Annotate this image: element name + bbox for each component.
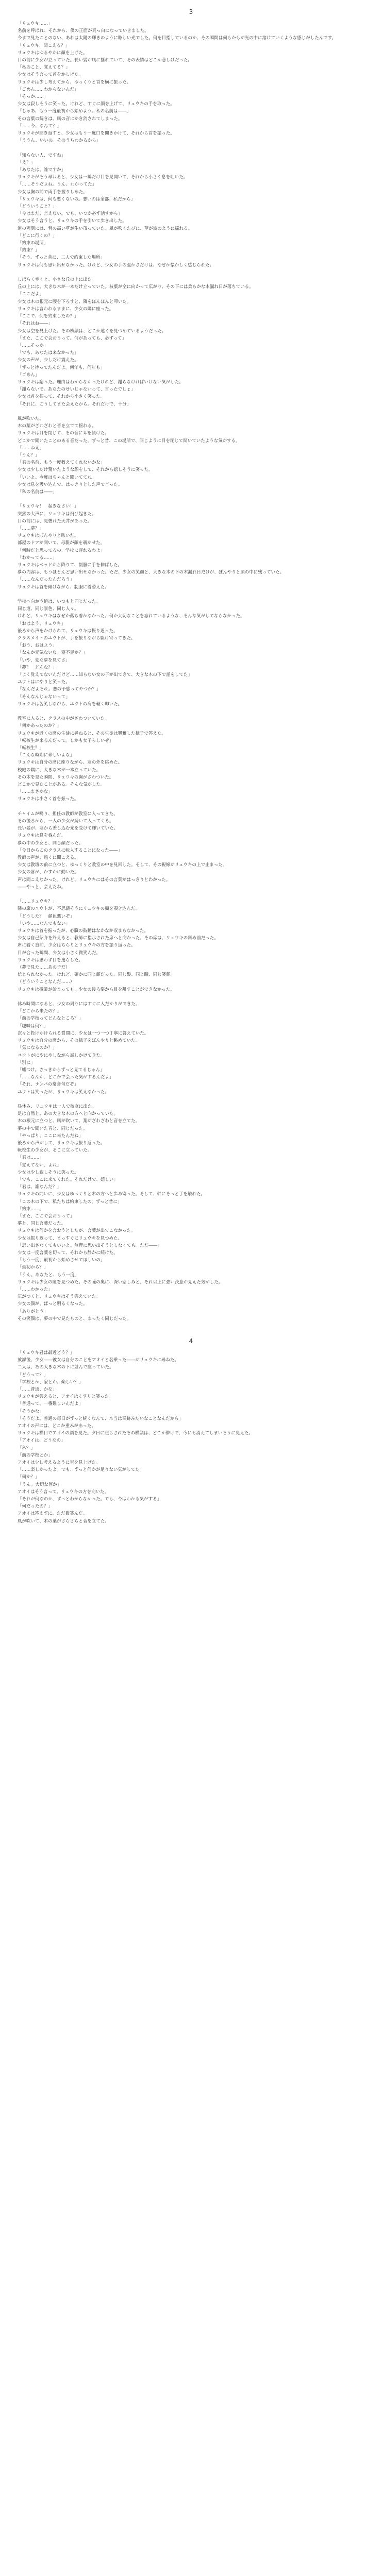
chapter-number: 4 bbox=[189, 1337, 193, 1345]
paragraph: 「どうって？」 bbox=[18, 1371, 48, 1377]
paragraph: 少女は少し寂しそうに笑った。 bbox=[18, 1169, 79, 1175]
paragraph: 目の前には、見慣れた天井があった。 bbox=[18, 518, 92, 523]
paragraph: その後ろから、一人の少女が続いて入ってくる。 bbox=[18, 818, 114, 824]
paragraph: 同じ道、同じ景色、同じ人々。 bbox=[18, 606, 79, 612]
paragraph: 「君は、誰なんだ？」 bbox=[18, 1184, 61, 1190]
paragraph: 少女は教壇の前に立つと、ゆっくりと教室の中を見回した。そして、その視線がリュウキの上で止まった。 bbox=[18, 862, 227, 868]
paragraph: 夢の中の少女と、同じ顔だった。 bbox=[18, 840, 84, 845]
chapter-body bbox=[18, 1349, 364, 1524]
paragraph: 「……なんか、どこかで会った気がするんだよ」 bbox=[18, 1074, 114, 1080]
paragraph: 「前の学校とか」 bbox=[18, 1452, 53, 1458]
paragraph: 少女の唇が、かすかに動いた。 bbox=[18, 869, 79, 875]
paragraph: （どういうことなんだ……） bbox=[18, 979, 75, 985]
paragraph: 「それ、ナンパの常套句だぞ」 bbox=[18, 1081, 79, 1087]
paragraph: チャイムが鳴り、担任の教師が教室に入ってきた。 bbox=[18, 810, 118, 816]
paragraph: 「こんな時期に珍しいよな」 bbox=[18, 752, 75, 758]
paragraph: アオイは少し考えるように空を見上げた。 bbox=[18, 1460, 101, 1465]
paragraph: 風が吹いて、木の葉がさらさらと音を立てた。 bbox=[18, 1518, 109, 1523]
paragraph: アオイは答えずに、ただ微笑んだ。 bbox=[18, 1511, 88, 1516]
paragraph: リュウキは言われるままに、少女の隣に座った。 bbox=[18, 306, 114, 311]
paragraph: 声は聞こえなかった。けれど、リュウキにはその言葉がはっきりとわかった。 bbox=[18, 876, 171, 882]
paragraph: 学校へ向かう道は、いつもと同じだった。 bbox=[18, 598, 101, 604]
paragraph: 信じられなかった。けれど、確かに同じ顔だった。同じ髪、同じ瞳、同じ笑顔。 bbox=[18, 972, 175, 977]
paragraph: 「……わかった」 bbox=[18, 1286, 53, 1292]
paragraph: 夢と、同じ言葉だった。 bbox=[18, 1221, 66, 1226]
paragraph: ――やっと、会えたね。 bbox=[18, 884, 66, 889]
paragraph: 少女は振り返って、まっすぐにリュウキを見つめた。 bbox=[18, 1235, 122, 1241]
paragraph: 「アオイは、どうなの」 bbox=[18, 1437, 65, 1443]
paragraph: 少女は一度言葉を切って、それから静かに続けた。 bbox=[18, 1249, 118, 1255]
paragraph: 「この木の下で、私たちは約束したの。ずっと昔に」 bbox=[18, 1198, 122, 1204]
paragraph: 「……夢？」 bbox=[18, 525, 44, 531]
paragraph: 「どういうこと？」 bbox=[18, 204, 57, 209]
paragraph: 少女は息を吸い込んで、はっきりとした声で言った。 bbox=[18, 481, 123, 487]
paragraph: 丘の上には、大きな木が一本だけ立っていた。枝葉が空に向かって広がり、その下には柔らかな木漏れ日が落ちている。 bbox=[18, 284, 254, 290]
paragraph: 「いや……なんでもない」 bbox=[18, 920, 70, 926]
paragraph: 少女はそう言うと、リュウキの手を引いて歩き出した。 bbox=[18, 218, 127, 224]
paragraph: 「どこに行くの？」 bbox=[18, 232, 57, 238]
paragraph: 「リュウキは、何も悪くないの。悪いのは全部、私だから」 bbox=[18, 196, 136, 201]
paragraph: 「いや、変な夢を見てさ」 bbox=[18, 657, 70, 663]
paragraph: 「あなたは、誰ですか」 bbox=[18, 167, 66, 173]
paragraph: リュウキは何も思い出せなかった。けれど、少女の手の温かさだけは、なぜか懐かしく感じられた。 bbox=[18, 262, 214, 267]
paragraph: 「君は……」 bbox=[18, 1155, 44, 1160]
paragraph: リュウキはゆるやかに顔を上げた。 bbox=[18, 49, 88, 55]
paragraph: リュウキは息を呑んだ。 bbox=[18, 833, 65, 838]
paragraph: （夢で見た……あの子だ） bbox=[18, 964, 70, 970]
paragraph bbox=[18, 495, 364, 502]
paragraph: 木の根元に立つと、風が吹いて、葉がざわざわと音を立てた。 bbox=[18, 1118, 140, 1124]
paragraph: 「リュウキ君は最近どう？」 bbox=[18, 1350, 74, 1355]
paragraph: リュウキは授業が始まっても、少女の後ろ姿から目を離すことができなかった。 bbox=[18, 986, 175, 992]
paragraph: 「うん。大切な何か」 bbox=[18, 1481, 62, 1487]
paragraph: 「気になるのか？」 bbox=[18, 1045, 57, 1050]
paragraph: リュウキは少し考えてから、ゆっくりと首を横に振った。 bbox=[18, 79, 131, 84]
paragraph bbox=[18, 707, 364, 715]
paragraph: 「わかってる……」 bbox=[18, 554, 57, 560]
paragraph: 「おはよう、リュウキ」 bbox=[18, 620, 65, 626]
paragraph: 「謝らないで。あなたのせいじゃないって、言ったでしょ」 bbox=[18, 386, 136, 392]
paragraph bbox=[18, 268, 364, 276]
paragraph: 少女はそう言って首をかしげた。 bbox=[18, 72, 84, 77]
paragraph: 少女は胸の前で両手を握りしめた。 bbox=[18, 189, 88, 194]
paragraph: 目の前に少女が立っていた。長い髪が風に揺れていて、その表情はどこか悲しげだった。 bbox=[18, 57, 192, 63]
chapter-3 bbox=[18, 8, 364, 1322]
paragraph: 転校生の少女が、そこに立っていた。 bbox=[18, 1147, 92, 1153]
paragraph: 「また、ここで会おうって」 bbox=[18, 1213, 75, 1218]
paragraph: 目が合った瞬間、少女は小さく微笑んだ。 bbox=[18, 950, 101, 955]
paragraph: 「約束の場所」 bbox=[18, 240, 48, 246]
paragraph: 「最初から？」 bbox=[18, 1264, 48, 1270]
paragraph: 道の両側には、背の高い草が生い茂っていた。風が吹くたびに、草が波のように揺れる。 bbox=[18, 225, 192, 231]
paragraph: 名前を呼ばれ、それから、僕の正面が真っ白になっていきました。 bbox=[18, 28, 149, 33]
paragraph: 後ろから声をかけられて、リュウキは振り返った。 bbox=[18, 628, 118, 633]
paragraph: リュウキはぼんやりと呟いた。 bbox=[18, 533, 79, 538]
paragraph: 部屋のドアが開いて、母親が顔を覗かせた。 bbox=[18, 540, 105, 546]
paragraph: 少女は木の根元に腰を下ろすと、隣をぽんぽんと叩いた。 bbox=[18, 298, 131, 304]
paragraph: 休み時間になると、少女の周りにはすぐに人だかりができた。 bbox=[18, 1001, 140, 1007]
paragraph: 「転校生が来るんだって。しかも女子らしいぜ」 bbox=[18, 737, 114, 743]
paragraph: 「思い出さなくてもいいよ。無理に思い出そうとしなくても。ただ――」 bbox=[18, 1242, 162, 1248]
paragraph: 「それに、こうしてまた会えたから。それだけで、十分」 bbox=[18, 401, 131, 406]
paragraph: 「何かあったのか？」 bbox=[18, 723, 61, 728]
paragraph: 「リュウキ、聞こえる？」 bbox=[18, 42, 70, 48]
paragraph: 「そっか……」 bbox=[18, 94, 48, 99]
paragraph: 少女は少しだけ驚いたような顔をして、それから嬉しそうに笑った。 bbox=[18, 467, 153, 472]
paragraph: リュウキがそう尋ねると、少女は一瞬だけ目を見開いて、それから小さく息を吐いた。 bbox=[18, 174, 188, 180]
paragraph: リュウキの問いに、少女はゆっくりと木の方へと歩み寄った。そして、幹にそっと手を触れた。 bbox=[18, 1191, 205, 1197]
paragraph: その言葉の続きは、風の音にかき消されてしまった。 bbox=[18, 115, 123, 121]
paragraph: 「嘘つけ。さっきからずっと見てるじゃん」 bbox=[18, 1066, 105, 1072]
paragraph: どこかで聞いたことのある音だった。ずっと昔、この場所で、同じように目を閉じて聞いていたような気がする。 bbox=[18, 437, 240, 443]
paragraph: 今まで見たことのない、あれは太陽の輝きのように眩しい光でした。何を目指しているのか、その瞬間は何もかもが光の中に溶けていくような感じがしたんです。 bbox=[18, 35, 336, 41]
paragraph: リュウキが答えると、アオイはくすりと笑った。 bbox=[18, 1394, 113, 1399]
paragraph: 「私の名前は――」 bbox=[18, 488, 57, 494]
paragraph: 「……なんだったんだろう」 bbox=[18, 577, 75, 582]
paragraph: リュウキは目を閉じて、その音に耳を傾けた。 bbox=[18, 430, 109, 436]
paragraph: 「どうした？ 顔色悪いぞ」 bbox=[18, 913, 75, 919]
paragraph: 木の葉がざわざわと音を立てて揺れる。 bbox=[18, 423, 96, 429]
paragraph: 「……そっか」 bbox=[18, 342, 48, 348]
paragraph: 「……そうだよね。うん、わかってた」 bbox=[18, 181, 97, 187]
paragraph: アオイの声には、どこか重みがあった。 bbox=[18, 1423, 96, 1429]
paragraph bbox=[18, 993, 364, 1000]
paragraph: 「転校生？」 bbox=[18, 745, 44, 751]
paragraph: 「……まさかな」 bbox=[18, 789, 53, 794]
paragraph: 少女は寂しそうに笑った。けれど、すぐに顔を上げて、リュウキの手を取った。 bbox=[18, 101, 175, 107]
paragraph: ユウトはにやりと笑った。 bbox=[18, 679, 70, 685]
paragraph: 「ここで、何を約束したの？」 bbox=[18, 313, 79, 319]
paragraph: 少女は自己紹介を終えると、教師に指示された席へと向かった。その席は、リュウキの斜め前だった。 bbox=[18, 935, 219, 941]
paragraph: 突然の大声に、リュウキは飛び起きた。 bbox=[18, 511, 96, 516]
paragraph bbox=[18, 590, 364, 598]
paragraph: ユウトは笑ったが、リュウキは笑えなかった。 bbox=[18, 1089, 109, 1094]
paragraph: しばらく歩くと、小さな丘の上に出た。 bbox=[18, 277, 96, 282]
paragraph: 「今日からこのクラスに転入することになった――」 bbox=[18, 847, 123, 853]
paragraph: 長い髪が、窓から差し込む光を受けて輝いていた。 bbox=[18, 825, 118, 831]
paragraph: 「ごめん……わからないんだ」 bbox=[18, 86, 79, 92]
paragraph: アオイはそう言って、リュウキの方を向いた。 bbox=[18, 1488, 109, 1494]
paragraph: 「前の学校ってどんなところ？」 bbox=[18, 1015, 84, 1021]
paragraph: 「それが何なのか、ずっとわからなかった。でも、今はわかる気がする」 bbox=[18, 1496, 162, 1502]
paragraph: 「そんなんじゃないって」 bbox=[18, 693, 70, 699]
paragraph: 「……楽しかったよ。でも、ずっと何かが足りない気がしてた」 bbox=[18, 1467, 144, 1472]
paragraph: 「学校とか、家とか。楽しい？」 bbox=[18, 1379, 84, 1384]
paragraph: 気がつくと、リュウキはそう答えていた。 bbox=[18, 1294, 101, 1299]
paragraph: クラスメイトのユウトが、手を振りながら駆け寄ってきた。 bbox=[18, 635, 136, 640]
paragraph: 「ずっと待ってたんだよ。何年も、何年も」 bbox=[18, 364, 105, 370]
paragraph: その木を見た瞬間、リュウキの胸がざわついた。 bbox=[18, 774, 114, 779]
paragraph: 夢の中で聞いた音と、同じだった。 bbox=[18, 1125, 88, 1131]
paragraph: リュウキは横目でアオイの顔を見た。夕日に照らされたその横顔は、どこか儚げで、今にも消えてしまいそうに見えた。 bbox=[18, 1430, 253, 1436]
paragraph: ユウトがにやにやしながら話しかけてきた。 bbox=[18, 1052, 105, 1058]
paragraph: 「よく覚えてないんだけど……知らない女の子が出てきて、大きな木の下で話をしてた」 bbox=[18, 672, 192, 677]
paragraph: 「リュウキ！ 起きなさい！」 bbox=[18, 503, 79, 509]
chapter-4 bbox=[18, 1337, 364, 1524]
paragraph: 教師の声が、遠くに聞こえる。 bbox=[18, 855, 79, 860]
paragraph: リュウキは自分の席に座りながら、窓の外を眺めた。 bbox=[18, 759, 123, 765]
paragraph: 「そうだよ。普通の毎日がずっと続くなんて、本当は奇跡みたいなことなんだから」 bbox=[18, 1415, 184, 1421]
paragraph: 少女の顔が、ぱっと明るくなった。 bbox=[18, 1301, 88, 1307]
paragraph: その笑顔は、夢の中で見たものと、まったく同じだった。 bbox=[18, 1315, 131, 1321]
paragraph: リュウキは思わず目を逸らした。 bbox=[18, 957, 83, 962]
paragraph: 「また、ここで会おうって。何があっても、必ずって」 bbox=[18, 335, 127, 341]
paragraph: 「ありがとう」 bbox=[18, 1308, 48, 1314]
paragraph: 「なんだよそれ。恋の予感ってやつか？」 bbox=[18, 686, 101, 692]
paragraph: 「そう。ずっと昔に、二人で約束した場所」 bbox=[18, 255, 105, 260]
paragraph: 「……ねえ」 bbox=[18, 445, 44, 450]
paragraph: 「え？」 bbox=[18, 159, 35, 165]
paragraph: 「覚えてない、よね」 bbox=[18, 1162, 61, 1167]
paragraph: 「約束……」 bbox=[18, 1206, 44, 1211]
paragraph: 隣の席のユウトが、不思議そうにリュウキの顔を覗き込んだ。 bbox=[18, 906, 140, 911]
paragraph: 「何時だと思ってるの。学校に遅れるわよ」 bbox=[18, 547, 105, 553]
paragraph: 「どこから来たの？」 bbox=[18, 1008, 61, 1014]
paragraph: 席に着く直前、少女はちらりとリュウキの方を振り返った。 bbox=[18, 942, 136, 948]
paragraph: 「何か？」 bbox=[18, 1474, 40, 1480]
paragraph: 「おう、おはよう」 bbox=[18, 642, 57, 648]
paragraph: リュウキは小さく首を振った。 bbox=[18, 796, 79, 802]
paragraph: 「私？」 bbox=[18, 1445, 35, 1450]
paragraph bbox=[18, 144, 364, 151]
chapter-body bbox=[18, 20, 364, 1322]
paragraph: 校庭の隅に、大きな木が一本立っていた。 bbox=[18, 767, 101, 772]
paragraph: 足は自然と、あの大きな木の方へと向かっていた。 bbox=[18, 1111, 118, 1116]
paragraph: 放課後、少女――彼女は自分のことをアオイと名乗った――がリュウキに尋ねた。 bbox=[18, 1357, 179, 1363]
paragraph bbox=[18, 408, 364, 415]
paragraph: 「何だったの？」 bbox=[18, 1503, 53, 1509]
paragraph: リュウキが聞き返すと、少女はもう一度口を開きかけて、それから首を振った。 bbox=[18, 130, 175, 136]
paragraph: 「……普通、かな」 bbox=[18, 1386, 57, 1392]
paragraph: リュウキが近くの席の生徒に尋ねると、その生徒は興奮した様子で答えた。 bbox=[18, 730, 166, 736]
paragraph: 「私のこと、覚えてる？」 bbox=[18, 64, 70, 70]
paragraph: リュウキは何かを言おうとしたが、言葉が出てこなかった。 bbox=[18, 1228, 136, 1233]
paragraph bbox=[18, 890, 364, 897]
paragraph: 「やっぱり、ここに来たんだね」 bbox=[18, 1132, 84, 1138]
chapter-number: 3 bbox=[189, 8, 193, 15]
paragraph: リュウキは自分の席から、その様子をぼんやりと眺めていた。 bbox=[18, 1038, 140, 1043]
paragraph: 「なんか元気ないな。寝不足か？」 bbox=[18, 650, 88, 655]
paragraph: 少女は首を振って、それから小さく笑った。 bbox=[18, 394, 105, 399]
paragraph: リュウキは少女の瞳を見つめた。その瞳の奥に、深い悲しみと、それ以上に強い決意が見えた気がした。 bbox=[18, 1279, 223, 1284]
paragraph: リュウキは苦笑しながら、ユウトの肩を軽く叩いた。 bbox=[18, 701, 123, 706]
paragraph: 風が吹いた。 bbox=[18, 415, 44, 421]
paragraph: 昼休み、リュウキは一人で校庭に出た。 bbox=[18, 1103, 96, 1109]
paragraph: 「でも、あなたは来なかった」 bbox=[18, 350, 79, 355]
paragraph: けれど、リュウキはなぜか落ち着かなかった。何か大切なことを忘れているような、そんな気がしてならなかった。 bbox=[18, 613, 245, 619]
paragraph: 「リュウキ……」 bbox=[18, 21, 53, 26]
paragraph: 夢の内容は、もうほとんど思い出せなかった。ただ、少女の笑顔と、大きな木の下の木漏れ日だけが、ぼんやりと頭の中に残っていた。 bbox=[18, 569, 284, 575]
paragraph: 次々と投げかけられる質問に、少女は一つ一つ丁寧に答えていた。 bbox=[18, 1030, 149, 1036]
paragraph: 「じゃあ、もう一度最初から始めよう。私の名前は――」 bbox=[18, 108, 131, 114]
paragraph: 「でも、ここに来てくれた。それだけで、嬉しい」 bbox=[18, 1176, 118, 1182]
paragraph: 「夢？ どんな？」 bbox=[18, 664, 57, 670]
paragraph: 「君の名前、もう一度教えてくれないかな」 bbox=[18, 460, 105, 465]
paragraph: 「今はまだ、言えない。でも、いつか必ず話すから」 bbox=[18, 211, 123, 216]
paragraph: リュウキは首を振ったが、心臓の鼓動はなかなか収まらなかった。 bbox=[18, 928, 148, 934]
paragraph: 「知らない人、ですね」 bbox=[18, 152, 66, 158]
paragraph: 「うん。あなたと、もう一度」 bbox=[18, 1272, 79, 1277]
paragraph: 少女の声が、少しだけ震えた。 bbox=[18, 357, 79, 363]
paragraph: 二人は、あの大きな木の下に並んで座っていた。 bbox=[18, 1364, 114, 1370]
paragraph: 「ううん、いいの。そのうちわかるから」 bbox=[18, 138, 101, 143]
paragraph: 「別に」 bbox=[18, 1059, 35, 1065]
paragraph bbox=[18, 1095, 364, 1103]
paragraph: 「いいよ。今度はちゃんと聞いててね」 bbox=[18, 474, 96, 480]
paragraph: 「そうかな」 bbox=[18, 1408, 44, 1414]
paragraph: リュウキは謝った。理由はわからなかったけれど、謝らなければいけない気がした。 bbox=[18, 379, 184, 384]
paragraph: 「それはね――」 bbox=[18, 320, 53, 326]
paragraph: 「もう一度、最初から始めさせてほしいの」 bbox=[18, 1257, 105, 1263]
paragraph: どこかで見たことがある。そんな気がした。 bbox=[18, 782, 105, 787]
paragraph: 「ここだよ」 bbox=[18, 291, 44, 297]
paragraph bbox=[18, 803, 364, 810]
paragraph: 「趣味は何？」 bbox=[18, 1023, 48, 1028]
paragraph: 「うん？」 bbox=[18, 452, 40, 457]
paragraph: 教室に入ると、クラスの中がざわついていた。 bbox=[18, 716, 109, 721]
paragraph: リュウキは首を傾げながら、制服に着替えた。 bbox=[18, 584, 109, 589]
paragraph: 「……リュウキ？」 bbox=[18, 899, 57, 904]
paragraph: リュウキはベッドから降りて、制服に手を伸ばした。 bbox=[18, 562, 122, 567]
paragraph: 「……今、なんて？」 bbox=[18, 123, 61, 128]
paragraph: 「普通って、一番難しいんだよ」 bbox=[18, 1401, 83, 1406]
paragraph: 後ろから声がして、リュウキは振り返った。 bbox=[18, 1140, 105, 1145]
paragraph: 「ごめん」 bbox=[18, 371, 40, 377]
paragraph: 「約束？」 bbox=[18, 247, 40, 253]
paragraph: 少女は空を見上げた。その横顔は、どこか遠くを見つめているようだった。 bbox=[18, 328, 167, 333]
